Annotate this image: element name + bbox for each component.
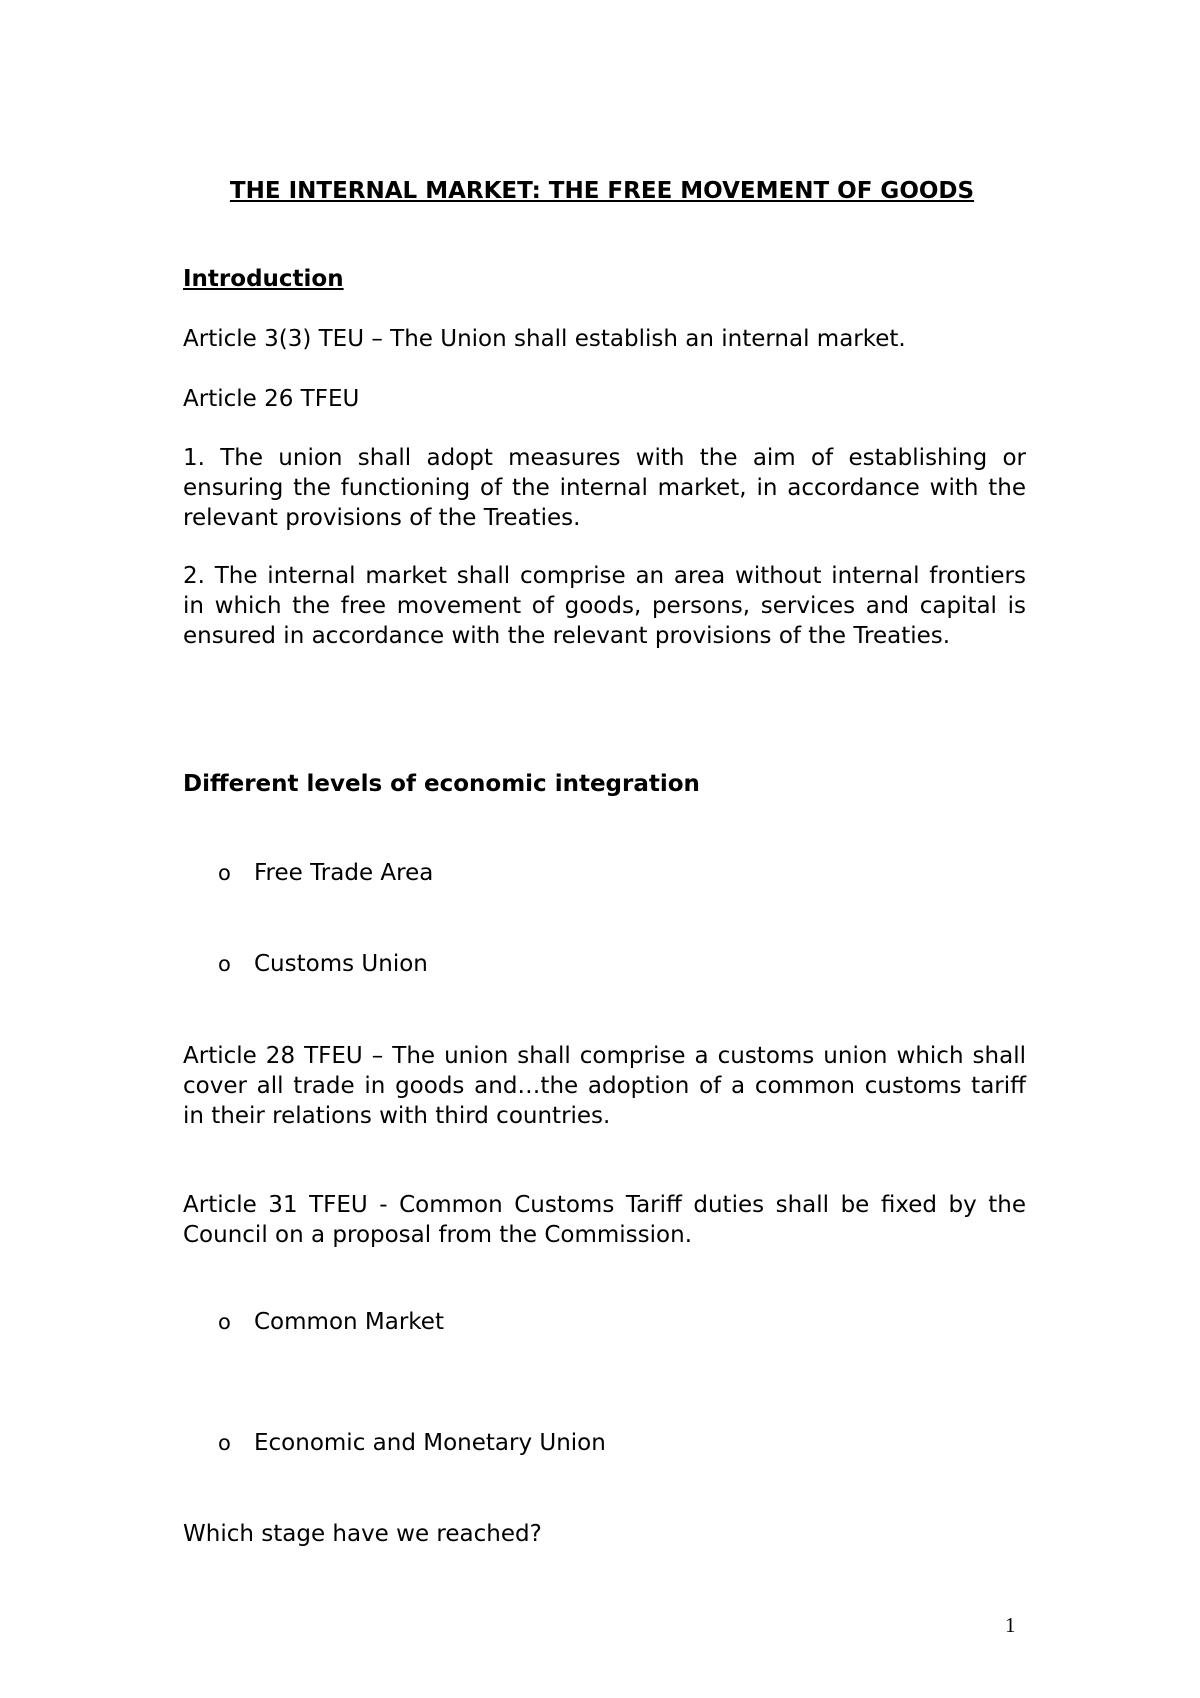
list-item: [218, 1307, 444, 1337]
bullet-marker: o: [218, 952, 231, 976]
bullet-marker: o: [218, 1431, 231, 1455]
list-item-label: Free Trade Area: [254, 860, 434, 886]
levels-heading: Different levels of economic integration: [183, 771, 700, 797]
article-26-heading: Article 26 TFEU: [183, 386, 360, 412]
bullet-marker: o: [218, 1310, 231, 1334]
article-31-paragraph: Article 31 TFEU - Common Customs Tariff duties shall be fixed by the Council on a proposal from the Commission.: [183, 1192, 1026, 1248]
list-item-label: Customs Union: [254, 951, 428, 977]
list-item: [218, 858, 433, 888]
list-item-label: Common Market: [254, 1309, 444, 1335]
list-item: [218, 1428, 606, 1458]
page-number: 1: [1005, 1613, 1016, 1637]
introduction-heading: Introduction: [183, 266, 344, 292]
list-item: [218, 949, 428, 979]
article-26-paragraph-1: 1. The union shall adopt measures with the aim of establishing or ensuring the functioning of the internal market, in accordance with the relevant provisions of the Treaties.: [183, 445, 1026, 531]
list-item-label: Economic and Monetary Union: [254, 1430, 606, 1456]
bullet-marker: o: [218, 861, 231, 885]
article-3-line: Article 3(3) TEU – The Union shall establish an internal market.: [183, 326, 906, 352]
article-28-paragraph: Article 28 TFEU – The union shall comprise a customs union which shall cover all trade in goods and…the adoption of a common customs tariff in their relations with third countries.: [183, 1043, 1026, 1129]
article-26-paragraph-2: 2. The internal market shall comprise an area without internal frontiers in which the free movement of goods, persons, services and capital is ensured in accordance with the relevant provisions of the Treaties.: [183, 563, 1026, 649]
closing-question: Which stage have we reached?: [183, 1521, 542, 1547]
document-title: THE INTERNAL MARKET: THE FREE MOVEMENT OF GOODS: [229, 178, 975, 204]
